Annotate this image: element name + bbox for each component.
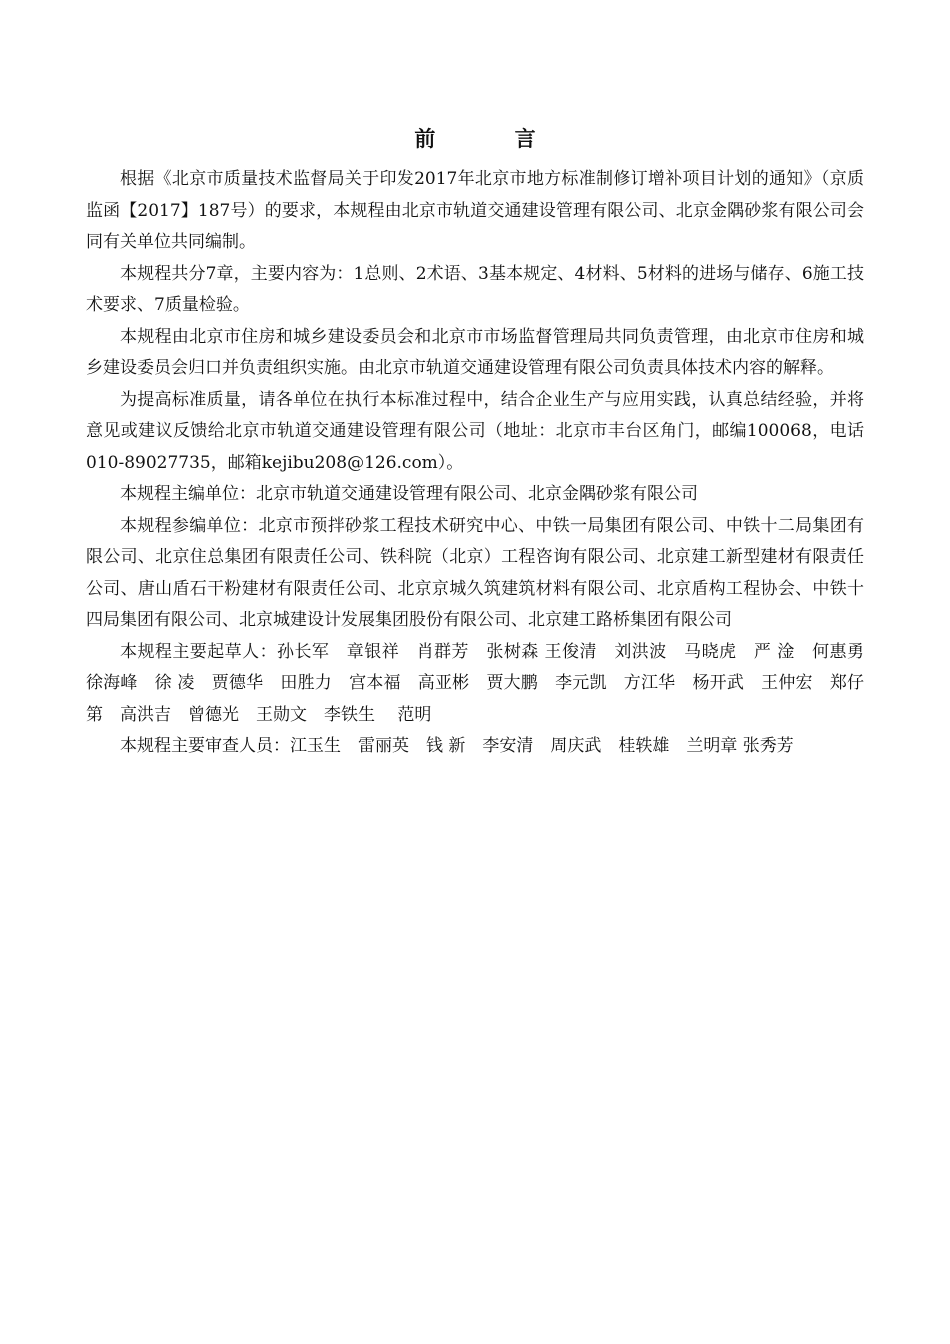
paragraph-chief-editors: 本规程主编单位：北京市轨道交通建设管理有限公司、北京金隅砂浆有限公司 [120, 484, 698, 504]
paragraph-reviewers: 本规程主要审查人员：江玉生 雷丽英 钱 新 李安清 周庆武 桂轶雄 兰明章 张秀芳 [120, 736, 794, 756]
page-title: 前 言 [414, 127, 572, 151]
paragraph-feedback: 为提高标准质量，请各单位在执行本标准过程中，结合企业生产与应用实践，认真总结经验，并将意见或建议反馈给北京市轨道交通建设管理有限公司（地址：北京市丰台区角门，邮编100068，电话010-89027735，邮箱kejibu208@126.com）。 [86, 389, 864, 473]
paragraph-participants: 本规程参编单位：北京市预拌砂浆工程技术研究中心、中铁一局集团有限公司、中铁十二局集团有限公司、北京住总集团有限责任公司、铁科院（北京）工程咨询有限公司、北京建工新型建材有限责任公司、唐山盾石干粉建材有限责任公司、北京京城久筑建筑材料有限公司、北京盾构工程协会、中铁十四局集团有限公司、北京城建设计发展集团股份有限公司、北京建工路桥集团有限公司 [86, 515, 864, 630]
paragraph-management: 本规程由北京市住房和城乡建设委员会和北京市市场监督管理局共同负责管理，由北京市住房和城乡建设委员会归口并负责组织实施。由北京市轨道交通建设管理有限公司负责具体技术内容的解释。 [86, 326, 864, 378]
document-body [86, 164, 881, 763]
paragraph-basis: 根据《北京市质量技术监督局关于印发2017年北京市地方标准制修订增补项目计划的通知》（京质监函【2017】187号）的要求，本规程由北京市轨道交通建设管理有限公司、北京金隅砂浆有限公司会同有关单位共同编制。 [86, 169, 864, 252]
paragraph-chapters: 本规程共分7章，主要内容为：1总则、2术语、3基本规定、4材料、5材料的进场与储存、6施工技术要求、7质量检验。 [86, 263, 864, 315]
paragraph-drafters: 本规程主要起草人：孙长军 章银祥 肖群芳 张树森 王俊清 刘洪波 马晓虎 严 淦 何惠勇 徐海峰 徐 凌 贾德华 田胜力 宫本福 高亚彬 贾大鹏 李元凯 方江华 杨开武 王仲宏 郑仔第 高洪吉 曾德光 王勋文 李铁生 范明 [86, 641, 881, 725]
